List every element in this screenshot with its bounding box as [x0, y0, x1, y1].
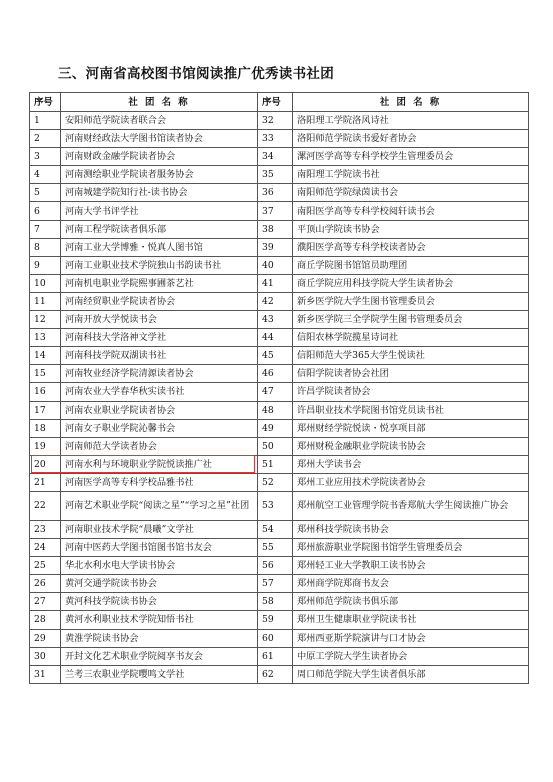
club-name-right: 郑州财经学院悦读・悦享项目部 [293, 419, 529, 437]
row-number-right: 52 [258, 473, 293, 491]
club-name-right: 洛阳师范学院读书爱好者协会 [293, 130, 529, 148]
club-name-left: 河南机电职业学院熙事圃茶艺社 [61, 274, 258, 292]
table-row [30, 575, 529, 593]
row-number-right: 51 [258, 455, 293, 473]
club-name-right: 郑州财税金融职业学院读书协会 [293, 437, 529, 455]
club-name-left: 河南科技大学洛神文学社 [61, 329, 258, 347]
club-name-left: 黄河交通学院读书协会 [61, 575, 258, 593]
club-name-left: 开封文化艺术职业学院阅享书友会 [61, 647, 258, 665]
row-number-right: 54 [258, 520, 293, 538]
club-name-left: 河南工业职业技术学院独山书韵读书社 [61, 256, 258, 274]
table-row [30, 611, 529, 629]
row-number-left: 6 [30, 202, 61, 220]
header-no-right: 序号 [258, 93, 293, 112]
club-name-right: 中原工学院大学生读者协会 [293, 647, 529, 665]
club-name-left: 河南牧业经济学院清源读者协会 [61, 365, 258, 383]
club-name-left: 河南科技学院双湖读书社 [61, 347, 258, 365]
row-number-right: 60 [258, 629, 293, 647]
row-number-right: 41 [258, 274, 293, 292]
club-name-right: 濮阳医学高等专科学校读者协会 [293, 238, 529, 256]
table-row [30, 347, 529, 365]
table-row [30, 238, 529, 256]
club-name-right: 郑州师范学院读书俱乐部 [293, 593, 529, 611]
table-row [30, 419, 529, 437]
table-row [30, 647, 529, 665]
row-number-right: 55 [258, 539, 293, 557]
club-name-right: 郑州商学院郑商书友会 [293, 575, 529, 593]
club-name-right: 郑州卫生健康职业学院读书社 [293, 611, 529, 629]
row-number-right: 50 [258, 437, 293, 455]
table-row [30, 220, 529, 238]
club-name-right: 郑州科技学院读书协会 [293, 520, 529, 538]
row-number-right: 53 [258, 491, 293, 520]
club-name-left: 河南女子职业学院沁馨书会 [61, 419, 258, 437]
row-number-left: 31 [30, 665, 61, 683]
table-row [30, 401, 529, 419]
row-number-right: 42 [258, 292, 293, 310]
row-number-right: 61 [258, 647, 293, 665]
table-row [30, 166, 529, 184]
table-row [30, 202, 529, 220]
table-row [30, 292, 529, 310]
table-row [30, 665, 529, 683]
table-row [30, 455, 529, 473]
row-number-right: 40 [258, 256, 293, 274]
table-row [30, 130, 529, 148]
row-number-left: 15 [30, 365, 61, 383]
club-name-right: 信阳师范大学365大学生悦读社 [293, 347, 529, 365]
club-name-left: 河南农业大学春华秋实读书社 [61, 383, 258, 401]
club-name-right: 洛阳理工学院洛风诗社 [293, 112, 529, 130]
club-name-right: 南阳师范学院绿茵读书会 [293, 184, 529, 202]
table-row [30, 437, 529, 455]
table-row [30, 329, 529, 347]
section-title: 三、河南省高校图书馆阅读推广优秀读书社团 [58, 66, 334, 82]
header-name-left: 社 团 名 称 [61, 93, 258, 112]
table-row [30, 112, 529, 130]
row-number-right: 36 [258, 184, 293, 202]
table-row [30, 557, 529, 575]
table-row [30, 274, 529, 292]
table-row [30, 539, 529, 557]
row-number-left: 7 [30, 220, 61, 238]
row-number-right: 58 [258, 593, 293, 611]
club-name-left: 河南大学书评学社 [61, 202, 258, 220]
row-number-right: 39 [258, 238, 293, 256]
table-row [30, 256, 529, 274]
club-name-left: 河南艺术职业学院“阅读之星”“学习之星”社团 [61, 491, 258, 520]
table-row [30, 383, 529, 401]
club-name-left: 河南中医药大学图书馆图书馆书友会 [61, 539, 258, 557]
club-name-right: 郑州大学读书会 [293, 455, 529, 473]
club-name-left: 河南城建学院知行社-读书协会 [61, 184, 258, 202]
club-name-right: 郑州工业应用技术学院读者协会 [293, 473, 529, 491]
row-number-right: 46 [258, 365, 293, 383]
row-number-right: 34 [258, 148, 293, 166]
club-name-left: 河南财政金融学院读者协会 [61, 148, 258, 166]
club-name-right: 郑州轻工业大学教职工读书协会 [293, 557, 529, 575]
row-number-left: 18 [30, 419, 61, 437]
row-number-left: 14 [30, 347, 61, 365]
row-number-right: 62 [258, 665, 293, 683]
club-name-left: 河南工业大学博雅・悦真人图书馆 [61, 238, 258, 256]
club-name-left: 安阳师范学院读者联合会 [61, 112, 258, 130]
row-number-left: 21 [30, 473, 61, 491]
club-name-left: 华北水利水电大学读书协会 [61, 557, 258, 575]
row-number-right: 47 [258, 383, 293, 401]
table-row [30, 629, 529, 647]
row-number-left: 19 [30, 437, 61, 455]
row-number-left: 28 [30, 611, 61, 629]
row-number-left: 22 [30, 491, 61, 520]
club-name-left: 河南农业职业学院读者协会 [61, 401, 258, 419]
row-number-left: 25 [30, 557, 61, 575]
row-number-right: 56 [258, 557, 293, 575]
row-number-left: 2 [30, 130, 61, 148]
club-name-right: 南阳医学高等专科学校阅轩读书会 [293, 202, 529, 220]
row-number-left: 26 [30, 575, 61, 593]
club-name-left: 河南经贸职业学院读者协会 [61, 292, 258, 310]
row-number-right: 32 [258, 112, 293, 130]
row-number-left: 17 [30, 401, 61, 419]
club-name-right: 郑州航空工业管理学院书香郑航大学生阅读推广协会 [293, 491, 529, 520]
club-name-right: 新乡医学院大学生图书管理委员会 [293, 292, 529, 310]
club-name-left: 河南水利与环境职业学院悦读推广社 [61, 455, 258, 473]
club-name-right: 商丘学院应用科技学院大学生读者协会 [293, 274, 529, 292]
header-name-right: 社 团 名 称 [293, 93, 529, 112]
row-number-left: 16 [30, 383, 61, 401]
club-name-left: 河南师范大学读者协会 [61, 437, 258, 455]
row-number-right: 35 [258, 166, 293, 184]
row-number-left: 27 [30, 593, 61, 611]
row-number-left: 29 [30, 629, 61, 647]
row-number-left: 4 [30, 166, 61, 184]
row-number-left: 9 [30, 256, 61, 274]
row-number-right: 48 [258, 401, 293, 419]
row-number-left: 20 [30, 455, 61, 473]
club-name-left: 兰考三农职业学院嘤鸣文学社 [61, 665, 258, 683]
table-row [30, 311, 529, 329]
row-number-right: 33 [258, 130, 293, 148]
row-number-left: 24 [30, 539, 61, 557]
club-name-right: 周口师范学院大学生读者俱乐部 [293, 665, 529, 683]
club-name-left: 黄河水利职业技术学院知悟书社 [61, 611, 258, 629]
row-number-right: 43 [258, 311, 293, 329]
club-name-right: 郑州西亚斯学院演讲与口才协会 [293, 629, 529, 647]
table-row [30, 520, 529, 538]
club-name-right: 漯河医学高等专科学校学生管理委员会 [293, 148, 529, 166]
table-row [30, 473, 529, 491]
club-name-right: 许昌学院读者协会 [293, 383, 529, 401]
club-name-right: 信阳学院读者协会社团 [293, 365, 529, 383]
table-row [30, 593, 529, 611]
table-row [30, 491, 529, 520]
club-name-left: 河南职业技术学院“晨曦”文学社 [61, 520, 258, 538]
club-name-left: 河南工程学院读者俱乐部 [61, 220, 258, 238]
club-name-right: 新乡医学院三全学院学生图书管理委员会 [293, 311, 529, 329]
club-name-left: 黄淮学院读书协会 [61, 629, 258, 647]
club-name-left: 河南财经政法大学图书馆读者协会 [61, 130, 258, 148]
reading-clubs-table [29, 92, 529, 684]
row-number-left: 13 [30, 329, 61, 347]
row-number-right: 44 [258, 329, 293, 347]
row-number-left: 11 [30, 292, 61, 310]
club-name-left: 河南测绘职业学院读者服务协会 [61, 166, 258, 184]
row-number-right: 49 [258, 419, 293, 437]
club-name-left: 河南医学高等专科学校品雅书社 [61, 473, 258, 491]
club-name-right: 平顶山学院读书协会 [293, 220, 529, 238]
club-name-right: 商丘学院图书馆馆员助理团 [293, 256, 529, 274]
row-number-right: 45 [258, 347, 293, 365]
row-number-left: 5 [30, 184, 61, 202]
row-number-right: 38 [258, 220, 293, 238]
club-name-right: 郑州旅游职业学院图书馆学生管理委员会 [293, 539, 529, 557]
row-number-left: 23 [30, 520, 61, 538]
table-row [30, 365, 529, 383]
row-number-left: 30 [30, 647, 61, 665]
club-name-left: 黄河科技学院读书协会 [61, 593, 258, 611]
row-number-left: 12 [30, 311, 61, 329]
club-name-left: 河南开放大学悦读书会 [61, 311, 258, 329]
club-name-right: 许昌职业技术学院图书馆党员读书社 [293, 401, 529, 419]
row-number-left: 10 [30, 274, 61, 292]
table-header-row [30, 93, 529, 112]
header-no-left: 序号 [30, 93, 61, 112]
row-number-right: 57 [258, 575, 293, 593]
row-number-left: 1 [30, 112, 61, 130]
table-row [30, 148, 529, 166]
table-row [30, 184, 529, 202]
club-name-right: 信阳农林学院揽星诗词社 [293, 329, 529, 347]
club-name-right: 南阳理工学院读书社 [293, 166, 529, 184]
row-number-right: 59 [258, 611, 293, 629]
row-number-left: 8 [30, 238, 61, 256]
row-number-right: 37 [258, 202, 293, 220]
row-number-left: 3 [30, 148, 61, 166]
